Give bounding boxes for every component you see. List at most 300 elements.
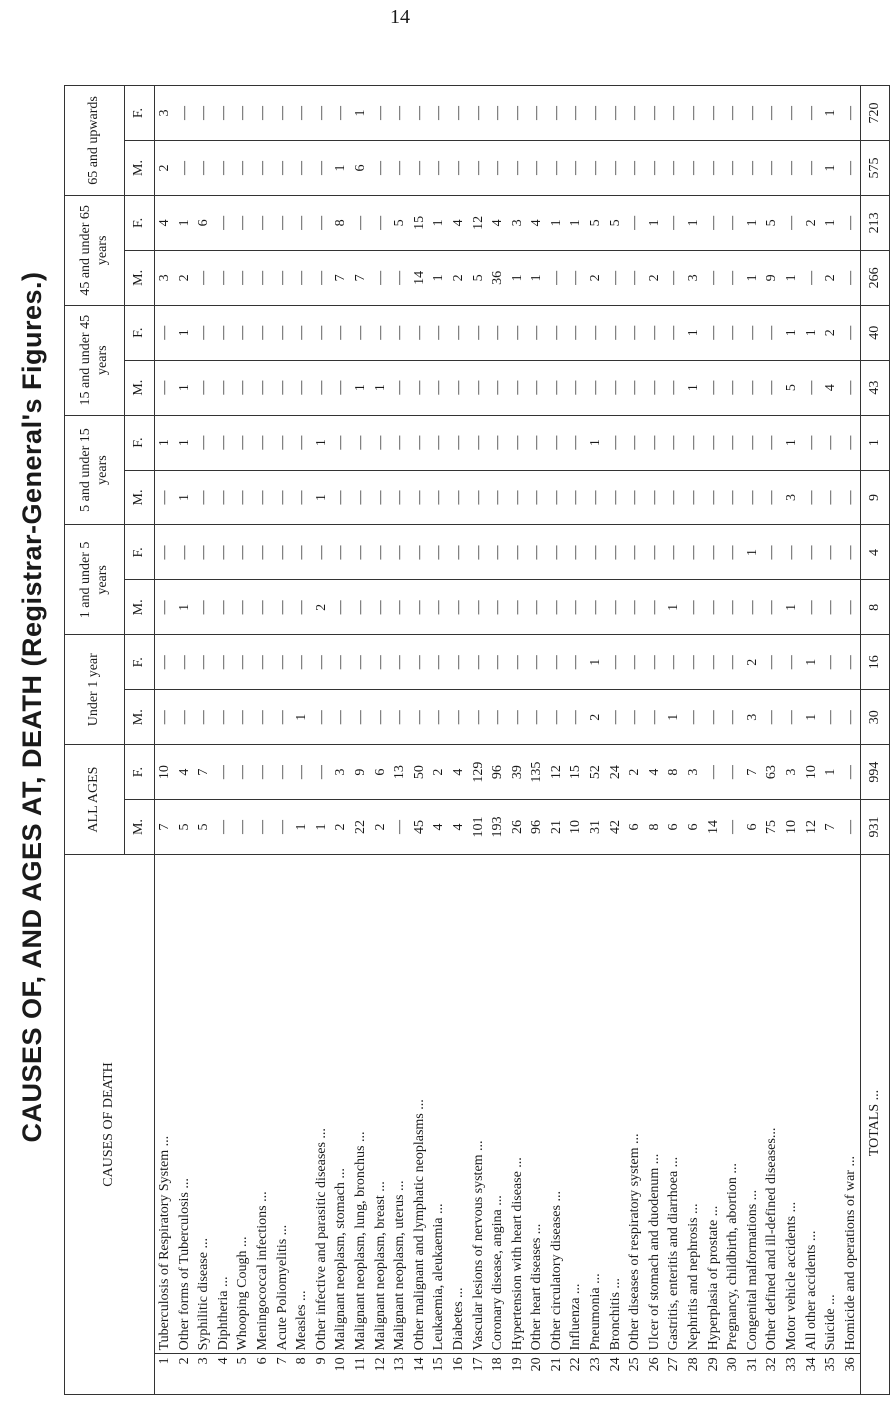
death-count: — — [704, 470, 724, 525]
death-count: — — [175, 525, 195, 580]
death-count: — — [664, 195, 684, 250]
death-count: — — [469, 141, 489, 196]
death-count: — — [312, 525, 332, 580]
death-count: — — [253, 305, 273, 360]
total-count: 30 — [861, 690, 890, 745]
death-count: 21 — [547, 800, 567, 855]
table-body — [155, 86, 890, 1395]
death-count: — — [782, 141, 802, 196]
death-count: 7 — [351, 250, 371, 305]
death-count: 22 — [351, 800, 371, 855]
death-count: — — [390, 250, 410, 305]
death-count: — — [664, 305, 684, 360]
death-count: — — [527, 690, 547, 745]
group-header: 1 and under 5 years — [65, 525, 125, 635]
table-row — [233, 86, 253, 1395]
death-count: — — [273, 415, 293, 470]
death-count: — — [704, 86, 724, 141]
death-count: — — [410, 305, 430, 360]
death-count: — — [371, 195, 391, 250]
death-count: — — [508, 690, 528, 745]
death-count: — — [292, 360, 312, 415]
death-count: — — [253, 580, 273, 635]
row-number: 8 — [292, 1354, 312, 1395]
death-count: — — [273, 580, 293, 635]
death-count: 1 — [312, 415, 332, 470]
death-count: — — [586, 580, 606, 635]
death-count: 6 — [664, 800, 684, 855]
death-count: — — [821, 525, 841, 580]
death-count: — — [331, 305, 351, 360]
female-header: F. — [125, 525, 155, 580]
death-count: — — [625, 360, 645, 415]
death-count: — — [214, 86, 234, 141]
death-count: 10 — [155, 745, 175, 800]
death-count: 2 — [645, 250, 665, 305]
table-row — [762, 86, 782, 1395]
death-count: — — [469, 415, 489, 470]
death-count: — — [233, 470, 253, 525]
death-count: — — [214, 470, 234, 525]
death-count: 2 — [821, 250, 841, 305]
row-number: 31 — [743, 1354, 763, 1395]
death-count: — — [586, 525, 606, 580]
cause-label: Influenza ... — [566, 855, 586, 1354]
death-count: — — [841, 635, 861, 690]
death-count: — — [606, 470, 626, 525]
death-count: — — [390, 86, 410, 141]
death-count: — — [410, 360, 430, 415]
death-count: — — [194, 580, 214, 635]
cause-label: Vascular lesions of nervous system ... — [469, 855, 489, 1354]
death-count: — — [351, 195, 371, 250]
death-count: 1 — [821, 86, 841, 141]
row-number: 21 — [547, 1354, 567, 1395]
death-count: 1 — [664, 580, 684, 635]
table-row — [664, 86, 684, 1395]
mortality-table-container — [64, 85, 883, 1395]
death-count: 3 — [508, 195, 528, 250]
death-count: — — [566, 360, 586, 415]
death-count: — — [547, 470, 567, 525]
death-count: — — [645, 525, 665, 580]
death-count: 2 — [625, 745, 645, 800]
death-count: — — [233, 525, 253, 580]
death-count: — — [762, 141, 782, 196]
death-count: — — [606, 141, 626, 196]
cause-label: All other accidents ... — [802, 855, 822, 1354]
death-count: 1 — [429, 195, 449, 250]
death-count: — — [606, 86, 626, 141]
death-count: — — [292, 86, 312, 141]
death-count: 42 — [606, 800, 626, 855]
death-count: 96 — [527, 800, 547, 855]
table-row — [351, 86, 371, 1395]
death-count: 12 — [547, 745, 567, 800]
death-count: — — [371, 305, 391, 360]
death-count: — — [743, 141, 763, 196]
death-count: — — [351, 635, 371, 690]
death-count: 6 — [684, 800, 704, 855]
death-count: — — [155, 525, 175, 580]
death-count: — — [449, 470, 469, 525]
death-count: — — [684, 141, 704, 196]
death-count: — — [527, 141, 547, 196]
death-count: 1 — [175, 360, 195, 415]
death-count: 31 — [586, 800, 606, 855]
death-count: — — [645, 635, 665, 690]
death-count: — — [155, 580, 175, 635]
death-count: — — [762, 580, 782, 635]
death-count: — — [469, 690, 489, 745]
death-count: 1 — [743, 195, 763, 250]
death-count: — — [194, 690, 214, 745]
death-count: — — [723, 415, 743, 470]
total-count: 575 — [861, 141, 890, 196]
group-header: 15 and under 45 years — [65, 305, 125, 415]
death-count: — — [410, 470, 430, 525]
death-count: — — [253, 86, 273, 141]
death-count: 5 — [606, 195, 626, 250]
death-count: — — [331, 415, 351, 470]
death-count: — — [723, 635, 743, 690]
cause-label: Acute Poliomyelitis ... — [273, 855, 293, 1354]
cause-label: Other heart diseases ... — [527, 855, 547, 1354]
death-count: — — [566, 305, 586, 360]
death-count: — — [704, 305, 724, 360]
table-row — [312, 86, 332, 1395]
page-number: 14 — [390, 6, 410, 28]
death-count: — — [704, 525, 724, 580]
death-count: — — [214, 195, 234, 250]
death-count: — — [762, 470, 782, 525]
death-count: — — [488, 580, 508, 635]
death-count: — — [606, 250, 626, 305]
death-count: — — [371, 86, 391, 141]
row-number: 16 — [449, 1354, 469, 1395]
death-count: 1 — [566, 195, 586, 250]
death-count: — — [645, 360, 665, 415]
death-count: 1 — [821, 195, 841, 250]
death-count: 2 — [371, 800, 391, 855]
death-count: — — [273, 690, 293, 745]
death-count: 1 — [586, 415, 606, 470]
death-count: — — [331, 690, 351, 745]
cause-label: Malignant neoplasm, uterus ... — [390, 855, 410, 1354]
death-count: — — [233, 800, 253, 855]
cause-label: Malignant neoplasm, breast ... — [371, 855, 391, 1354]
death-count: — — [645, 580, 665, 635]
death-count: — — [606, 580, 626, 635]
table-row — [841, 86, 861, 1395]
table-row — [566, 86, 586, 1395]
death-count: — — [488, 635, 508, 690]
death-count: 50 — [410, 745, 430, 800]
death-count: 10 — [566, 800, 586, 855]
male-header: M. — [125, 141, 155, 196]
total-count: 213 — [861, 195, 890, 250]
death-count: — — [645, 415, 665, 470]
death-count: 6 — [625, 800, 645, 855]
table-row — [331, 86, 351, 1395]
death-count: 14 — [704, 800, 724, 855]
death-count: 15 — [410, 195, 430, 250]
death-count: 2 — [312, 580, 332, 635]
death-count: — — [253, 415, 273, 470]
death-count: — — [841, 415, 861, 470]
row-number: 5 — [233, 1354, 253, 1395]
death-count: 2 — [586, 690, 606, 745]
death-count: 5 — [762, 195, 782, 250]
group-header: 5 and under 15 years — [65, 415, 125, 525]
death-count: 1 — [351, 360, 371, 415]
death-count: — — [625, 525, 645, 580]
death-count: — — [527, 525, 547, 580]
death-count: — — [508, 470, 528, 525]
row-number: 25 — [625, 1354, 645, 1395]
death-count: — — [723, 250, 743, 305]
death-count: — — [292, 525, 312, 580]
death-count: — — [841, 745, 861, 800]
death-count: 1 — [312, 800, 332, 855]
death-count: — — [312, 360, 332, 415]
row-number: 35 — [821, 1354, 841, 1395]
death-count: — — [704, 745, 724, 800]
death-count: — — [684, 635, 704, 690]
death-count: — — [429, 635, 449, 690]
death-count: — — [547, 250, 567, 305]
death-count: 14 — [410, 250, 430, 305]
row-number: 14 — [410, 1354, 430, 1395]
cause-label: Whooping Cough ... — [233, 855, 253, 1354]
death-count: — — [762, 86, 782, 141]
death-count: — — [547, 360, 567, 415]
death-count: — — [449, 415, 469, 470]
death-count: — — [625, 580, 645, 635]
death-count: — — [253, 690, 273, 745]
cause-label: Motor vehicle accidents ... — [782, 855, 802, 1354]
table-row — [371, 86, 391, 1395]
death-count: — — [194, 360, 214, 415]
death-count: 52 — [586, 745, 606, 800]
death-count: — — [410, 141, 430, 196]
death-count: — — [194, 250, 214, 305]
row-number: 11 — [351, 1354, 371, 1395]
death-count: — — [508, 141, 528, 196]
death-count: — — [625, 635, 645, 690]
death-count: — — [429, 141, 449, 196]
death-count: 1 — [782, 305, 802, 360]
death-count: — — [371, 141, 391, 196]
death-count: — — [625, 141, 645, 196]
death-count: 3 — [155, 250, 175, 305]
death-count: — — [351, 305, 371, 360]
death-count: 1 — [175, 305, 195, 360]
death-count: — — [664, 470, 684, 525]
death-count: 1 — [527, 250, 547, 305]
death-count: 15 — [566, 745, 586, 800]
row-number: 28 — [684, 1354, 704, 1395]
death-count: — — [664, 250, 684, 305]
death-count: 1 — [684, 360, 704, 415]
death-count: — — [390, 415, 410, 470]
death-count: 1 — [586, 635, 606, 690]
death-count: — — [743, 305, 763, 360]
death-count: — — [214, 305, 234, 360]
death-count: — — [449, 635, 469, 690]
death-count: — — [547, 415, 567, 470]
total-count: 8 — [861, 580, 890, 635]
death-count: 1 — [292, 690, 312, 745]
death-count: — — [488, 86, 508, 141]
death-count: 5 — [390, 195, 410, 250]
death-count: 75 — [762, 800, 782, 855]
death-count: — — [625, 195, 645, 250]
total-count: 931 — [861, 800, 890, 855]
row-number: 26 — [645, 1354, 665, 1395]
total-count: 266 — [861, 250, 890, 305]
death-count: — — [253, 745, 273, 800]
total-count: 994 — [861, 745, 890, 800]
death-count: — — [351, 580, 371, 635]
death-count: 7 — [331, 250, 351, 305]
death-count: — — [273, 745, 293, 800]
death-count: — — [488, 141, 508, 196]
table-row — [273, 86, 293, 1395]
death-count: — — [488, 360, 508, 415]
death-count: — — [312, 195, 332, 250]
death-count: — — [782, 635, 802, 690]
death-count: — — [175, 141, 195, 196]
death-count: — — [566, 141, 586, 196]
death-count: — — [684, 470, 704, 525]
death-count: — — [390, 141, 410, 196]
death-count: — — [547, 580, 567, 635]
death-count: — — [233, 86, 253, 141]
death-count: — — [606, 635, 626, 690]
death-count: 6 — [743, 800, 763, 855]
death-count: — — [684, 86, 704, 141]
death-count: — — [723, 690, 743, 745]
table-row — [194, 86, 214, 1395]
death-count: — — [684, 415, 704, 470]
total-count: 40 — [861, 305, 890, 360]
table-row — [214, 86, 234, 1395]
death-count: — — [782, 86, 802, 141]
death-count: 1 — [782, 580, 802, 635]
death-count: — — [704, 141, 724, 196]
death-count: — — [429, 360, 449, 415]
death-count: — — [155, 305, 175, 360]
death-count: — — [331, 360, 351, 415]
death-count: — — [371, 580, 391, 635]
death-count: 5 — [586, 195, 606, 250]
male-header: M. — [125, 800, 155, 855]
cause-label: Nephritis and nephrosis ... — [684, 855, 704, 1354]
total-count: 720 — [861, 86, 890, 141]
death-count: — — [312, 745, 332, 800]
death-count: — — [273, 305, 293, 360]
death-count: — — [684, 525, 704, 580]
death-count: 4 — [488, 195, 508, 250]
row-number: 17 — [469, 1354, 489, 1395]
row-number: 15 — [429, 1354, 449, 1395]
death-count: — — [390, 635, 410, 690]
death-count: — — [802, 141, 822, 196]
death-count: — — [194, 305, 214, 360]
death-count: — — [194, 86, 214, 141]
death-count: — — [527, 635, 547, 690]
death-count: 10 — [802, 745, 822, 800]
death-count: — — [488, 470, 508, 525]
death-count: — — [390, 470, 410, 525]
death-count: — — [704, 195, 724, 250]
death-count: — — [469, 525, 489, 580]
death-count: — — [566, 525, 586, 580]
totals-label: TOTALS ... — [861, 855, 890, 1395]
death-count: 1 — [664, 690, 684, 745]
cause-label: Bronchitis ... — [606, 855, 626, 1354]
death-count: — — [802, 250, 822, 305]
death-count: 129 — [469, 745, 489, 800]
death-count: — — [371, 250, 391, 305]
row-number: 30 — [723, 1354, 743, 1395]
total-count: 1 — [861, 415, 890, 470]
death-count: 13 — [390, 745, 410, 800]
death-count: 2 — [821, 305, 841, 360]
death-count: — — [390, 800, 410, 855]
death-count: — — [802, 415, 822, 470]
death-count: 3 — [684, 250, 704, 305]
table-row — [175, 86, 195, 1395]
death-count: — — [292, 141, 312, 196]
death-count: 24 — [606, 745, 626, 800]
death-count: 3 — [782, 470, 802, 525]
death-count: — — [821, 415, 841, 470]
death-count: — — [606, 360, 626, 415]
death-count: — — [194, 141, 214, 196]
death-count: — — [527, 86, 547, 141]
cause-label: Other forms of Tuberculosis ... — [175, 855, 195, 1354]
death-count: — — [508, 635, 528, 690]
death-count: — — [547, 86, 567, 141]
death-count: 12 — [802, 800, 822, 855]
death-count: — — [214, 800, 234, 855]
death-count: 7 — [743, 745, 763, 800]
row-number: 24 — [606, 1354, 626, 1395]
death-count: — — [664, 525, 684, 580]
death-count: — — [312, 635, 332, 690]
death-count: — — [625, 305, 645, 360]
female-header: F. — [125, 415, 155, 470]
death-count: — — [449, 305, 469, 360]
death-count: 1 — [175, 470, 195, 525]
death-count: — — [292, 635, 312, 690]
death-count: — — [645, 86, 665, 141]
death-count: — — [410, 415, 430, 470]
death-count: 1 — [684, 195, 704, 250]
death-count: — — [566, 690, 586, 745]
death-count: — — [390, 360, 410, 415]
death-count: — — [371, 635, 391, 690]
death-count: — — [625, 470, 645, 525]
cause-label: Diabetes ... — [449, 855, 469, 1354]
death-count: — — [547, 141, 567, 196]
death-count: — — [625, 250, 645, 305]
death-count: 1 — [155, 415, 175, 470]
death-count: — — [723, 86, 743, 141]
table-row — [802, 86, 822, 1395]
